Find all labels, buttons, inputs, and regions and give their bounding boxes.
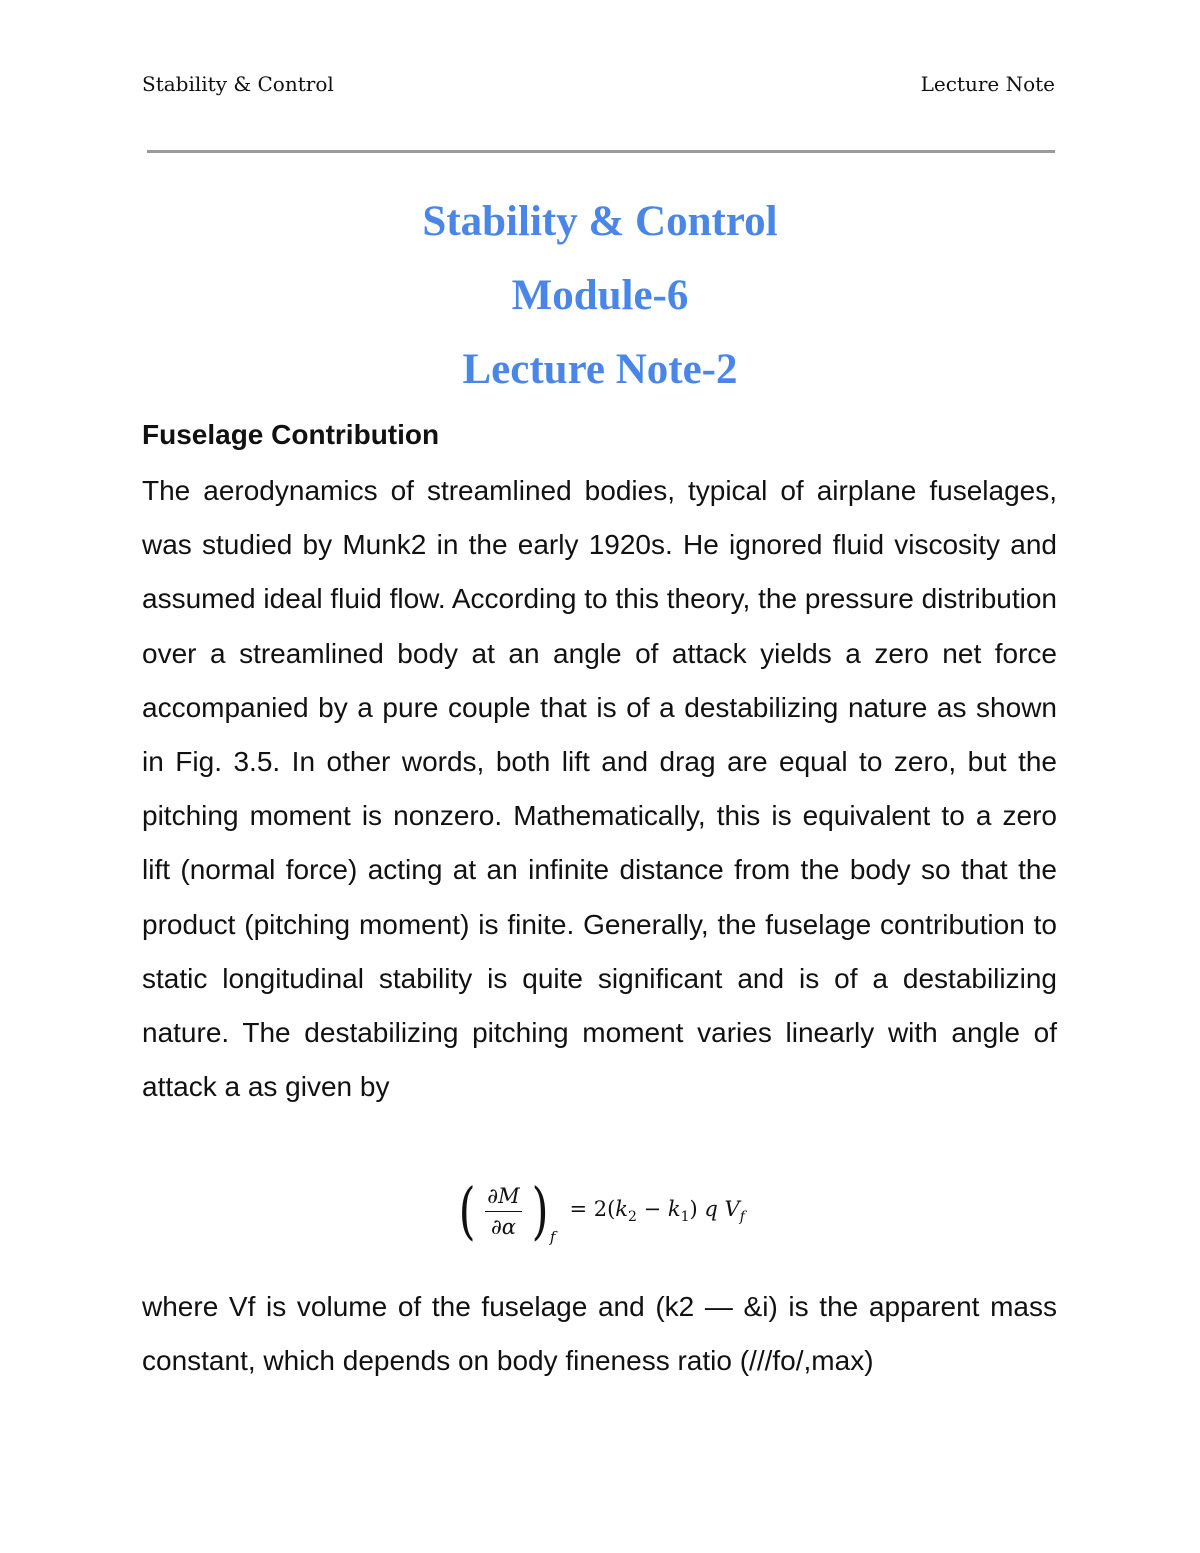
equation-right-paren: ) [531,1174,549,1247]
equation-fraction [481,1184,525,1239]
header-divider [147,150,1055,153]
section-heading: Fuselage Contribution [142,419,440,450]
equation-rhs: = $2(k_2 - k_1)$ q $V_f$ [569,1196,745,1226]
header-right-title: Lecture Note [920,72,1055,96]
body-paragraph-2: where Vf is volume of the fuselage and (k2 — &i) is the apparent mass constant, which depends on body fineness ratio (///fo/,max) [142,1291,1057,1377]
document-title-block [0,192,1200,414]
equation-left-paren: ( [458,1174,476,1247]
module-title: Module-6 [511,272,689,319]
equation-numerator: ∂M [487,1183,520,1208]
document-title: Stability & Control [422,198,778,245]
equation-denominator: ∂α [485,1211,522,1239]
equation-subscript: f [549,1228,556,1246]
pitching-moment-equation [0,1174,1200,1247]
body-paragraph-1: The aerodynamics of streamlined bodies, typical of airplane fuselages, was studied by Munk2 in the early 1920s. He ignored fluid viscosity and assumed ideal fluid flow. According to this theory, the pressure distribution over a streamlined body at an angle of attack yields a zero net force accompanied by a pure couple that is of a destabilizing nature as shown in Fig. 3.5. In other words, both lift and drag are equal to zero, but the pitching moment is nonzero. Mathematically, this is equivalent to a zero lift (normal force) acting at an infinite distance from the body so that the product (pitching moment) is finite. Generally, the fuselage contribution to static longitudinal stability is quite significant and is of a destabilizing nature. The destabilizing pitching moment varies linearly with angle of attack a as given by [142,475,1057,1103]
header-left-title: Stability & Control [142,72,334,96]
lecture-note-title: Lecture Note-2 [462,346,738,393]
